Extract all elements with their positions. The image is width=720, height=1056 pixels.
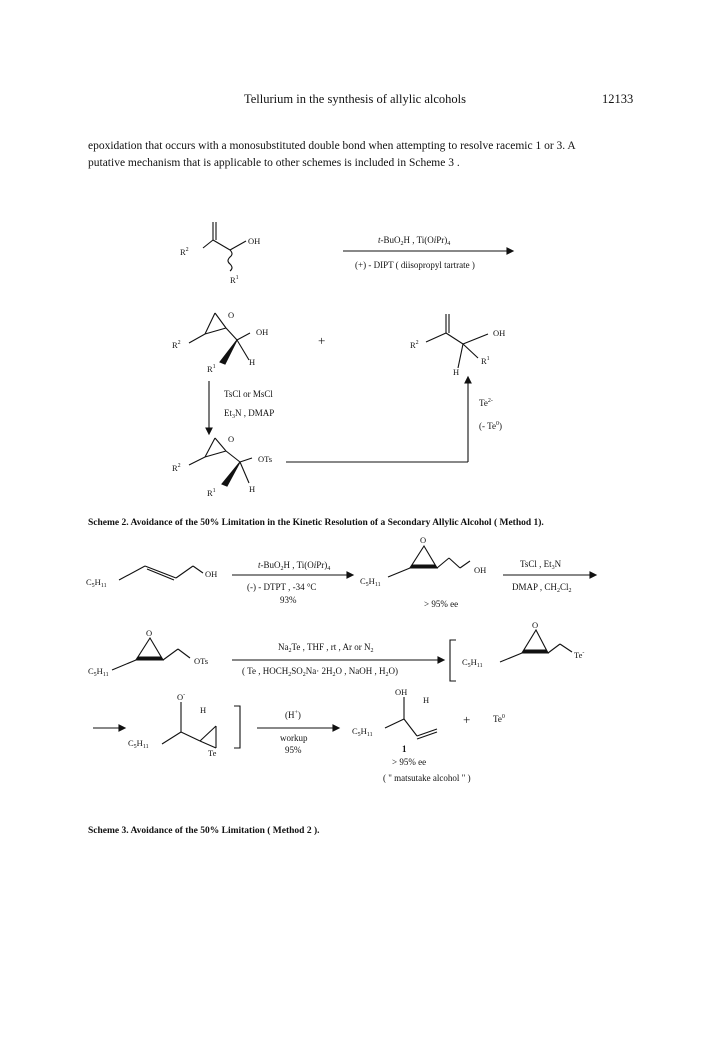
- s3-product-name: ( " matsutake alcohol " ): [383, 773, 471, 783]
- page-number: 12133: [602, 92, 634, 106]
- s3-plus: +: [463, 712, 471, 727]
- s3-step1-bottom: (-) - DTPT , -34 °C: [247, 582, 317, 592]
- s3-allylic-alcohol-start: [119, 566, 203, 580]
- s3-step4-yield: 95%: [285, 745, 302, 755]
- s2-epoxy-tosylate: [189, 438, 252, 486]
- s2-oh-label-2: OH: [256, 327, 269, 337]
- s3-epoxide-o-3: O: [532, 620, 539, 630]
- s2-r2-label-4: $R^2$: [172, 463, 181, 473]
- s3-ots: OTs: [194, 656, 209, 666]
- s2-te0-label: (- Te$^0$): [479, 421, 502, 431]
- s3-te-minus: Te-: [574, 650, 585, 660]
- s2-start-allylic-alcohol: [203, 222, 246, 271]
- s3-step2-top: TsCl , $Et_3N$: [520, 559, 562, 571]
- s2-r2-label-2: $R^2$: [172, 340, 181, 350]
- s2-base-label: $Et_3N$ , DMAP: [224, 408, 275, 420]
- s3-c5h11-6: $C_5H_{11}$: [352, 726, 373, 738]
- s3-step1-top: t-BuO$_2$H , $Ti(OiPr)_4$: [258, 560, 331, 572]
- s2-plus: +: [318, 333, 326, 348]
- s3-h-2: H: [423, 695, 430, 705]
- s2-h-label: H: [249, 357, 256, 367]
- s2-h-label-3: H: [249, 484, 256, 494]
- bracket-right: [234, 706, 240, 748]
- s3-compound-number: 1: [402, 744, 407, 754]
- s3-matsutake-alcohol: [385, 697, 437, 739]
- s3-step4-top: (H+): [285, 710, 301, 720]
- s2-r2-label-3: $R^2$: [410, 340, 419, 350]
- s3-c5h11-1: $C_5H_{11}$: [86, 577, 107, 589]
- s2-ots-label: OTs: [258, 454, 273, 464]
- s3-h-1: H: [200, 705, 207, 715]
- s2-r1-label-2: $R^1$: [207, 364, 216, 374]
- s3-ee-1: > 95% ee: [424, 599, 459, 609]
- s3-o-minus: O-: [177, 692, 186, 702]
- s3-epoxy-alcohol: [388, 546, 470, 577]
- scheme3-caption: Scheme 3. Avoidance of the 50% Limitation ( Method 2 ).: [88, 826, 320, 836]
- s2-epoxy-alcohol: [189, 313, 250, 364]
- s2-r2-label: $R^2$: [180, 247, 189, 257]
- s3-oxatellurane: [162, 702, 216, 748]
- s3-step4-mid: workup: [280, 733, 308, 743]
- s3-te0: Te$^0$: [493, 714, 505, 724]
- s3-c5h11-5: $C_5H_{11}$: [128, 738, 149, 750]
- s3-step1-yield: 93%: [280, 595, 297, 605]
- bracket-left: [450, 640, 456, 681]
- s3-c5h11-4: $C_5H_{11}$: [462, 657, 483, 669]
- s3-oh-3: OH: [395, 687, 408, 697]
- s3-epoxy-tosylate: [112, 638, 190, 670]
- s3-step2-bottom: DMAP , $CH_2Cl_2$: [512, 582, 572, 594]
- s2-reagent-top: t-BuO$_2$H , $Ti(OiPr)_4$: [378, 235, 451, 247]
- s2-oh-label: OH: [248, 236, 261, 246]
- s3-epoxide-o-2: O: [146, 628, 153, 638]
- s2-oh-label-3: OH: [493, 328, 506, 338]
- s3-step3-top: $Na_2Te$ , THF , rt , Ar or $N_2$: [278, 642, 374, 654]
- s2-r1-label: $R^1$: [230, 275, 239, 285]
- s2-r1-label-4: $R^1$: [207, 488, 216, 498]
- s2-epoxide-o-2: O: [228, 434, 235, 444]
- s3-telluride-intermediate: [500, 630, 572, 662]
- scheme2-caption: Scheme 2. Avoidance of the 50% Limitation in the Kinetic Resolution of a Secondary Allylic Alcohol ( Method 1).: [88, 518, 544, 528]
- s2-te2-label: $Te^{2-}$: [479, 398, 493, 408]
- s3-epoxide-o-1: O: [420, 535, 427, 545]
- s2-h-label-2: H: [453, 367, 460, 377]
- s3-te: Te: [208, 748, 217, 758]
- paragraph-line-1: epoxidation that occurs with a monosubstituted double bond when attempting to resolve racemic 1 or 3. A: [88, 140, 576, 152]
- s2-r1-label-3: $R^1$: [481, 356, 490, 366]
- s3-c5h11-3: $C_5H_{11}$: [88, 666, 109, 678]
- s2-tscl-label: TsCl or MsCl: [224, 389, 273, 399]
- s3-ee-2: > 95% ee: [392, 757, 427, 767]
- s3-c5h11-2: $C_5H_{11}$: [360, 576, 381, 588]
- s3-oh-1: OH: [205, 569, 218, 579]
- s2-epoxide-o: O: [228, 310, 235, 320]
- s2-allylic-alcohol-product: [426, 314, 488, 368]
- paragraph-line-2: putative mechanism that is applicable to other schemes is included in Scheme 3 .: [88, 157, 460, 169]
- s3-oh-2: OH: [474, 565, 487, 575]
- running-header-title: Tellurium in the synthesis of allylic alcohols: [244, 92, 467, 106]
- s3-step3-bottom: ( Te , $HOCH_2SO_2Na\cdot 2H_2O$ , NaOH , $H_2O$): [242, 666, 398, 678]
- s2-reagent-bottom: (+) - DIPT ( diisopropyl tartrate ): [355, 260, 475, 270]
